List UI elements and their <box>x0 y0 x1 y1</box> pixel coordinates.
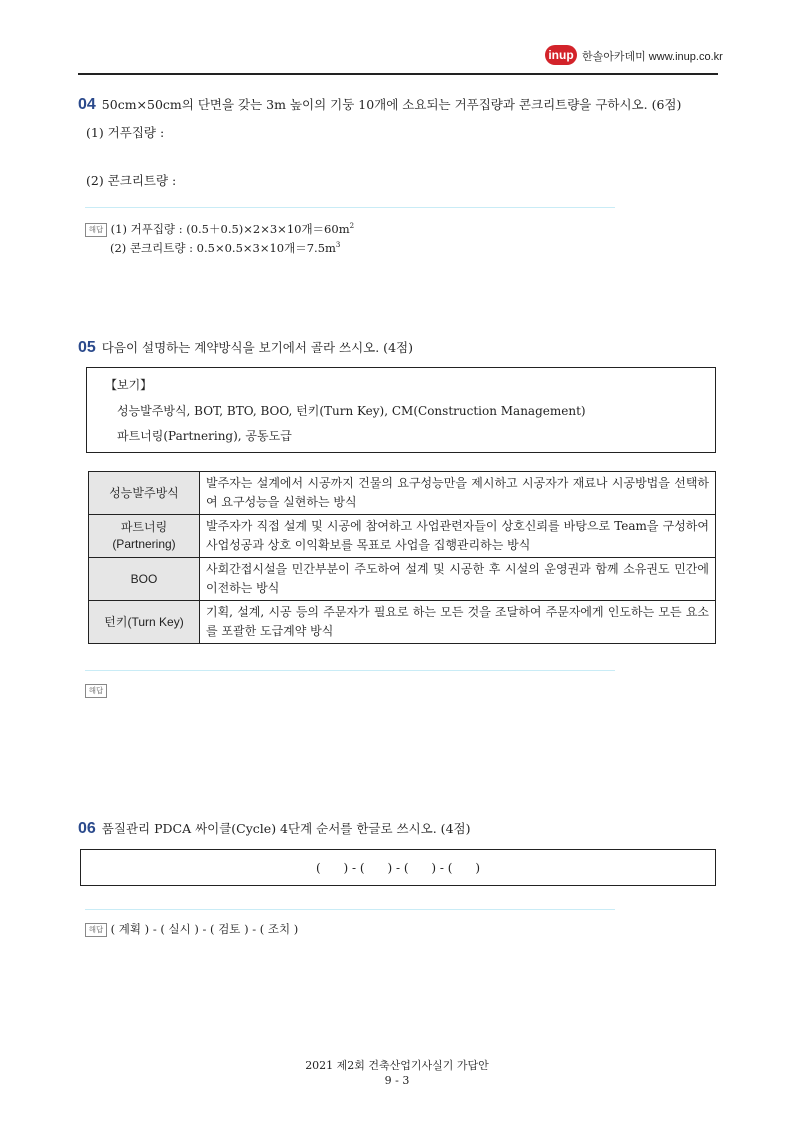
question-text: 다음이 설명하는 계약방식을 보기에서 골라 쓰시오. (4점) <box>101 340 413 355</box>
sub-question-2: (2) 콘크리트량 : <box>86 173 177 188</box>
term-cell: BOO <box>89 558 200 601</box>
answer-text: (2) 콘크리트량 : 0.5×0.5×3×10개＝7.5m <box>110 241 336 255</box>
question-04 <box>78 95 681 114</box>
term-cell: 파트너링 (Partnering) <box>89 515 200 558</box>
superscript: 3 <box>335 241 341 250</box>
answer-tag: 해답 <box>85 223 107 237</box>
description-cell: 사회간접시설을 민간부분이 주도하여 설계 및 시공한 후 시설의 운영권과 함께 소유권도 민간에 이전하는 방식 <box>200 558 716 601</box>
table-row <box>89 515 716 558</box>
sub-question-1: (1) 거푸집량 : <box>86 125 165 140</box>
answer-separator <box>85 670 615 671</box>
bogi-options-line-2: 파트너링(Partnering), 공동도급 <box>117 429 292 443</box>
pdca-blank-sequence: ( ) - ( ) - ( ) - ( ) <box>315 861 481 875</box>
superscript: 2 <box>349 222 355 231</box>
question-number: 04 <box>78 96 96 113</box>
question-text: 품질관리 PDCA 싸이클(Cycle) 4단계 순서를 한글로 쓰시오. (4점) <box>101 821 471 836</box>
term-cell: 성능발주방식 <box>89 472 200 515</box>
answer-separator <box>85 909 615 910</box>
header-rule <box>78 73 718 75</box>
definition-table <box>88 471 716 644</box>
question-text: 50cm×50cm의 단면을 갖는 3m 높이의 기둥 10개에 소요되는 거푸집량과 콘크리트량을 구하시오. (6점) <box>101 97 682 112</box>
description-cell: 기획, 설계, 시공 등의 주문자가 필요로 하는 모든 것을 조달하여 주문자에게 인도하는 모든 요소를 포괄한 도급계약 방식 <box>200 601 716 644</box>
answer-line-2 <box>110 240 340 256</box>
term-cell: 턴키(Turn Key) <box>89 601 200 644</box>
question-number: 05 <box>78 339 96 356</box>
bogi-options-line-1: 성능발주방식, BOT, BTO, BOO, 턴키(Turn Key), CM(Construction Management) <box>117 404 586 418</box>
question-06 <box>78 819 470 838</box>
footer-title: 2021 제2회 건축산업기사실기 가답안 <box>305 1059 489 1072</box>
answer-text: ( 계획 ) - ( 실시 ) - ( 검토 ) - ( 조치 ) <box>110 922 299 936</box>
answer-text: (1) 거푸집량 : (0.5＋0.5)×2×3×10개＝60m <box>110 222 350 236</box>
pdca-answer-box <box>80 849 716 886</box>
answer-line <box>85 683 107 698</box>
answer-separator <box>85 207 615 208</box>
table-row <box>89 558 716 601</box>
question-number: 06 <box>78 820 96 837</box>
answer-line <box>85 921 298 937</box>
answer-tag: 해답 <box>85 684 107 698</box>
brand-text: 한솔아카데미 www.inup.co.kr <box>582 51 723 63</box>
description-cell: 발주자는 설계에서 시공까지 건물의 요구성능만을 제시하고 시공자가 재료나 시공방법을 선택하여 요구성능을 실현하는 방식 <box>200 472 716 515</box>
inup-logo: inup <box>545 45 577 65</box>
bogi-box <box>86 367 716 453</box>
table-row <box>89 601 716 644</box>
question-05 <box>78 338 413 357</box>
bogi-title: 【보기】 <box>105 378 153 392</box>
table-row <box>89 472 716 515</box>
answer-line-1 <box>85 221 354 237</box>
answer-tag: 해답 <box>85 923 107 937</box>
description-cell: 발주자가 직접 설계 및 시공에 참여하고 사업관련자들이 상호신뢰를 바탕으로 Team을 구성하여 사업성공과 상호 이익확보를 목표로 사업을 집행관리하는 방식 <box>200 515 716 558</box>
page-number: 9 - 3 <box>384 1074 410 1087</box>
